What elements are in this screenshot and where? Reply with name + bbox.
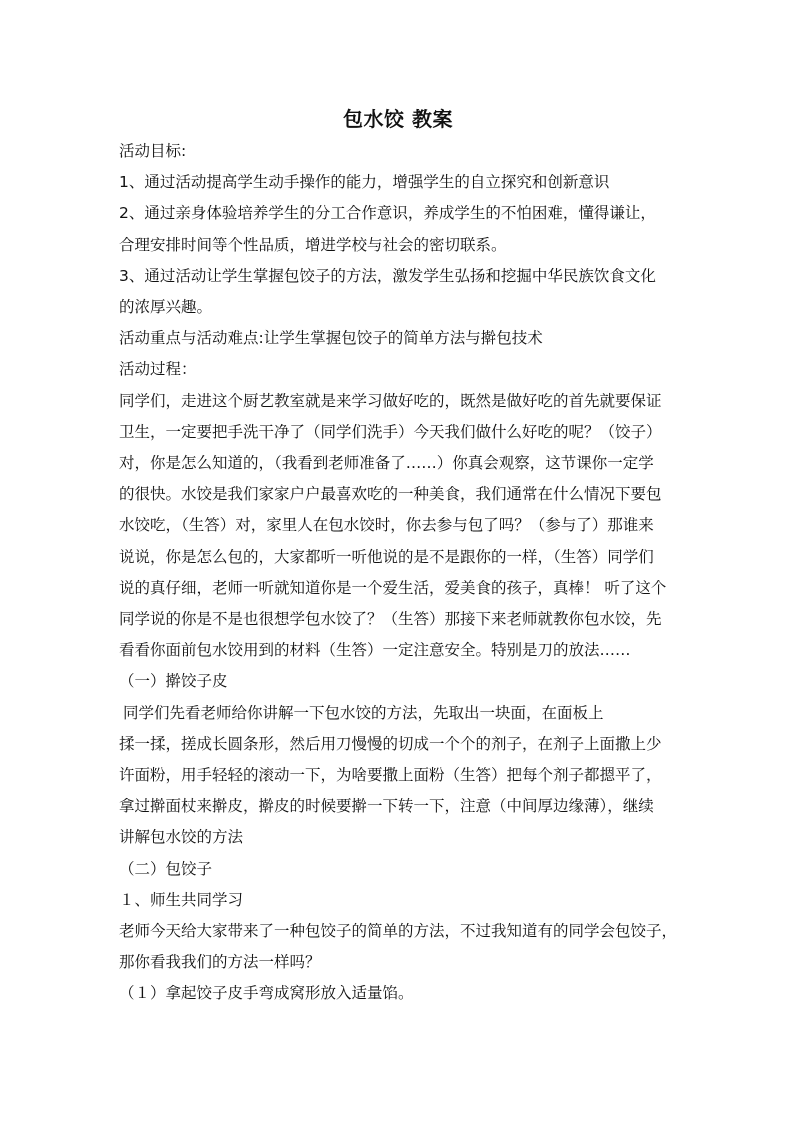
key-points: 活动重点与活动难点:让学生掌握包饺子的简单方法与擀包技术 [119, 329, 543, 348]
roll-text: 同学们先看老师给你讲解一下包水饺的方法，先取出一块面，在面板上 [123, 703, 604, 722]
wrap-text: 老师今天给大家带来了一种包饺子的简单的方法，不过我知道有的同学会包饺子， [119, 922, 678, 941]
process-text: 同学说的你是不是也很想学包水饺了？（生答）那接下来老师就教你包水饺，先 [119, 610, 662, 629]
goal-1: 1、通过活动提高学生动手操作的能力，增强学生的自立探究和创新意识 [119, 173, 610, 192]
roll-text: 拿过擀面杖来擀皮，擀皮的时候要擀一下转一下，注意（中间厚边缘薄），继续 [119, 797, 654, 816]
document-body [119, 136, 677, 1010]
process-text: 卫生，一定要把手洗干净了（同学们洗手）今天我们做什么好吃的呢？（饺子） [119, 422, 662, 441]
goal-2-cont: 合理安排时间等个性品质，增进学校与社会的密切联系。 [119, 235, 507, 254]
wrap-text: 那你看我我们的方法一样吗？ [119, 953, 321, 972]
wrap-step-1: （１）拿起饺子皮手弯成窝形放入适量馅。 [119, 984, 414, 1003]
goal-3-cont: 的浓厚兴趣。 [119, 298, 213, 317]
process-text: 同学们，走进这个厨艺教室就是来学习做好吃的，既然是做好吃的首先就要保证 [119, 391, 662, 410]
process-text: 的很快。水饺是我们家家户户最喜欢吃的一种美食，我们通常在什么情况下要包 [119, 485, 662, 504]
subheading-wrap-dumplings: （二）包饺子 [119, 859, 213, 878]
document-title: 包水饺 教案 [343, 107, 453, 131]
document-page [119, 104, 677, 1010]
roll-text: 许面粉，用手轻轻的滚动一下，为啥要撒上面粉（生答）把每个剂子都摁平了， [119, 766, 662, 785]
roll-text: 讲解包水饺的方法 [119, 828, 244, 847]
process-text: 说说，你是怎么包的，大家都听一听他说的是不是跟你的一样，（生答）同学们 [119, 547, 654, 566]
process-text: 说的真仔细，老师一听就知道你是一个爱生活，爱美食的孩子，真棒！ 听了这个 [119, 578, 667, 597]
section-heading-process: 活动过程： [119, 360, 197, 379]
process-text: 对，你是怎么知道的，（我看到老师准备了……）你真会观察，这节课你一定学 [119, 454, 654, 473]
roll-text: 揉一揉，搓成长圆条形，然后用刀慢慢的切成一个个的剂子，在剂子上面撒上少 [119, 734, 662, 753]
section-heading-goals: 活动目标: [119, 142, 187, 160]
process-text: 看看你面前包水饺用到的材料（生答）一定注意安全。特别是刀的放法…… [119, 641, 631, 660]
step-heading-1: １、师生共同学习 [119, 890, 244, 909]
goal-3: 3、通过活动让学生掌握包饺子的方法，激发学生弘扬和挖掘中华民族饮食文化 [119, 266, 656, 285]
process-text: 水饺吃，（生答）对，家里人在包水饺时，你去参与包了吗？（参与了）那谁来 [119, 516, 654, 535]
goal-2: 2、通过亲身体验培养学生的分工合作意识，养成学生的不怕困难，懂得谦让， [119, 204, 656, 223]
subheading-roll-wrappers: （一）擀饺子皮 [119, 672, 228, 691]
